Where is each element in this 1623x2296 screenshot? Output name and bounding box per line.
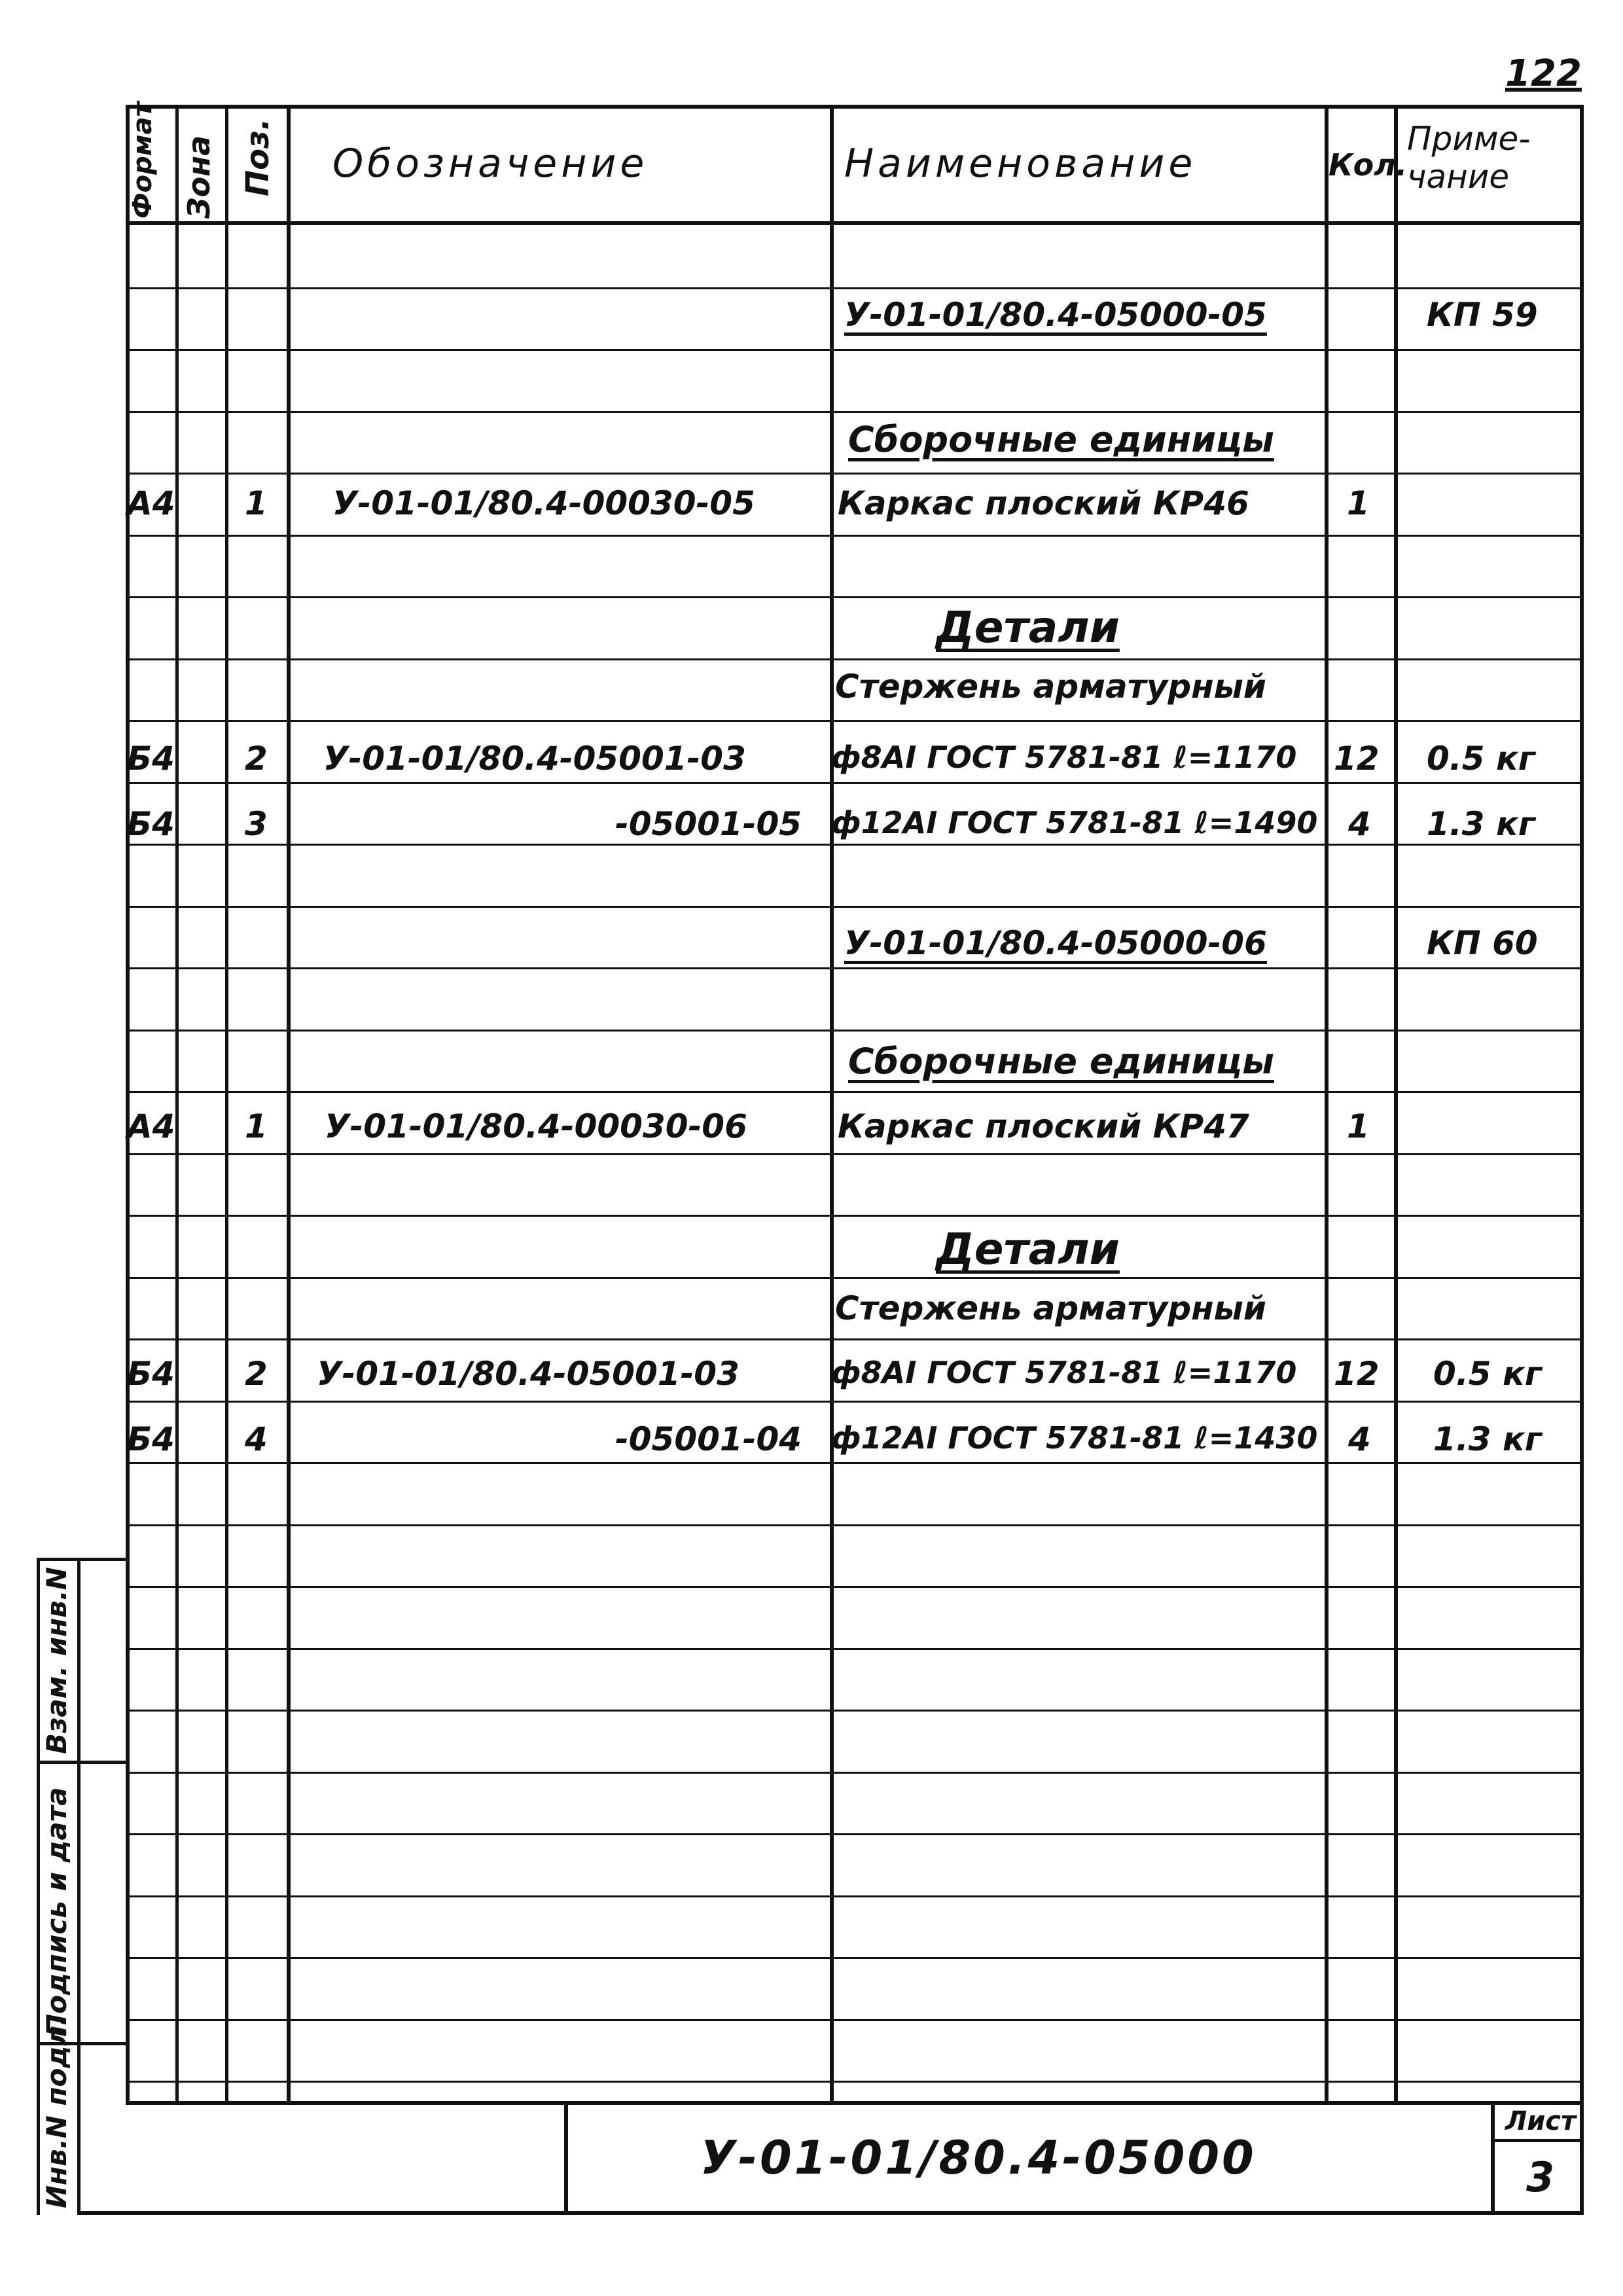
row-format: Б4	[127, 1420, 175, 1458]
row-designation: У-01-01/80.4-05001-03	[323, 740, 746, 778]
row-note: 0.5 кг	[1427, 740, 1536, 778]
row-rule	[126, 720, 1584, 722]
row-qty: 12	[1334, 740, 1380, 778]
row-pos: 1	[245, 484, 268, 522]
row-pos: 3	[245, 805, 268, 843]
row-name: Сборочные единицы	[848, 1041, 1274, 1082]
row-rule	[126, 349, 1584, 351]
row-rule	[126, 2081, 1584, 2083]
row-qty: 12	[1334, 1355, 1380, 1393]
row-rule	[126, 782, 1584, 784]
side-stamp-top	[37, 1558, 130, 1561]
row-rule	[126, 1277, 1584, 1279]
col-line-designation	[830, 105, 834, 2101]
row-designation: У-01-01/80.4-05001-03	[317, 1355, 740, 1393]
header-format: Формат	[128, 101, 158, 219]
row-qty: 1	[1347, 484, 1370, 522]
row-rule	[126, 1648, 1584, 1650]
sheet-number: 3	[1526, 2153, 1555, 2201]
row-rule	[126, 1153, 1584, 1155]
frame-bottom	[77, 2211, 1584, 2215]
row-note: 1.3 кг	[1433, 1420, 1543, 1458]
row-rule	[126, 1401, 1584, 1403]
header-designation: Обозначение	[332, 141, 649, 187]
row-pos: 2	[245, 1355, 268, 1393]
col-line-qty	[1394, 105, 1398, 2101]
header-note-line2: чание	[1407, 158, 1510, 196]
side-stamp-signature-date: Подпись и дата	[41, 1787, 73, 2037]
header-zone: Зона	[181, 135, 217, 219]
row-rule	[126, 1091, 1584, 1093]
row-name: Стержень арматурный	[835, 1289, 1266, 1327]
header-pos: Поз.	[240, 118, 276, 196]
row-rule	[126, 473, 1584, 475]
row-designation: У-01-01/80.4-00030-06	[325, 1107, 747, 1145]
row-rule	[126, 1710, 1584, 1712]
row-rule	[126, 1524, 1584, 1526]
col-line-format	[175, 105, 179, 2101]
header-note-line1: Приме-	[1407, 120, 1531, 158]
row-designation: -05001-04	[615, 1420, 802, 1458]
col-line-pos	[287, 105, 291, 2101]
row-designation: У-01-01/80.4-00030-05	[332, 484, 755, 522]
document-code: У-01-01/80.4-05000	[700, 2131, 1257, 2185]
row-format: Б4	[127, 1355, 175, 1393]
header-bottom-line	[126, 221, 1584, 225]
side-stamp-left-line	[37, 1558, 40, 2215]
row-format: Б4	[127, 740, 175, 778]
row-rule	[126, 906, 1584, 908]
row-rule	[126, 1215, 1584, 1217]
sheet-label: Лист	[1505, 2106, 1577, 2136]
row-rule	[126, 658, 1584, 660]
row-format: А4	[127, 484, 175, 522]
row-pos: 1	[245, 1107, 268, 1145]
row-designation: -05001-05	[615, 805, 802, 843]
title-block-left	[564, 2101, 568, 2215]
row-name: Каркас плоский КР47	[838, 1107, 1249, 1145]
row-rule	[126, 596, 1584, 598]
row-name: ф12АI ГОСТ 5781-81 ℓ=1430	[831, 1420, 1318, 1456]
row-rule	[126, 844, 1584, 846]
title-block-sheet-label-line	[1491, 2139, 1584, 2142]
header-name: Наименование	[844, 141, 1197, 187]
row-rule	[126, 287, 1584, 289]
row-rule	[126, 1895, 1584, 1897]
row-name: У-01-01/80.4-05000-06	[844, 924, 1267, 962]
side-stamp-replace-inv: Взам. инв.N	[41, 1567, 73, 1754]
row-name-heading: Детали	[936, 602, 1120, 653]
col-line-zone	[225, 105, 228, 2101]
row-pos: 4	[245, 1420, 268, 1458]
row-name: ф8АI ГОСТ 5781-81 ℓ=1170	[831, 1355, 1297, 1390]
row-qty: 4	[1348, 1420, 1371, 1458]
row-pos: 2	[245, 740, 268, 778]
frame-right	[1580, 105, 1584, 2215]
row-rule	[126, 1462, 1584, 1464]
row-note: 1.3 кг	[1427, 805, 1536, 843]
row-name-heading: Детали	[936, 1224, 1120, 1274]
title-block-top	[126, 2101, 1584, 2105]
row-rule	[126, 1833, 1584, 1835]
row-rule	[126, 2019, 1584, 2021]
frame-top	[126, 105, 1584, 109]
col-line-name	[1325, 105, 1329, 2101]
row-rule	[126, 1338, 1584, 1340]
row-qty: 1	[1347, 1107, 1370, 1145]
row-note: КП 60	[1427, 924, 1538, 962]
row-name: Каркас плоский КР46	[838, 484, 1249, 522]
row-rule	[126, 535, 1584, 537]
row-rule	[126, 411, 1584, 413]
side-stamp-sep1	[37, 1761, 130, 1764]
row-rule	[126, 1030, 1584, 1031]
row-rule	[126, 1957, 1584, 1959]
row-format: Б4	[127, 805, 175, 843]
row-note: 0.5 кг	[1433, 1355, 1543, 1393]
row-format: А4	[127, 1107, 175, 1145]
side-stamp-divider	[77, 1558, 80, 2215]
row-name: ф8АI ГОСТ 5781-81 ℓ=1170	[831, 740, 1297, 775]
frame-left	[126, 105, 130, 2101]
row-name: Сборочные единицы	[848, 419, 1274, 460]
side-stamp-inv-orig: Инв.N подл.	[41, 2015, 73, 2208]
row-name: Стержень арматурный	[835, 668, 1266, 706]
row-note: КП 59	[1427, 296, 1538, 334]
row-rule	[126, 1772, 1584, 1774]
row-rule	[126, 967, 1584, 969]
page-number: 122	[1505, 52, 1582, 95]
row-name: У-01-01/80.4-05000-05	[844, 296, 1267, 334]
header-qty: Кол.	[1329, 147, 1408, 183]
row-rule	[126, 1586, 1584, 1588]
row-name: ф12АI ГОСТ 5781-81 ℓ=1490	[831, 805, 1318, 840]
title-block-sheet-divider	[1491, 2101, 1495, 2215]
row-qty: 4	[1348, 805, 1371, 843]
